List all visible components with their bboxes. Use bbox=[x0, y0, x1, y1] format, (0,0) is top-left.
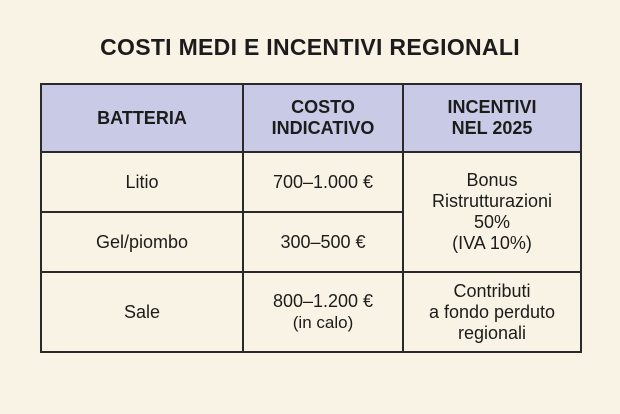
incentive-contributions-line1: Contributi bbox=[453, 280, 531, 301]
header-cost bbox=[243, 84, 403, 152]
incentive-contributions-line3: regionali bbox=[457, 322, 527, 343]
incentive-contributions-cell bbox=[403, 272, 581, 352]
cost-value: 800–1.200 € bbox=[272, 291, 374, 311]
page-title: COSTI MEDI E INCENTIVI REGIONALI bbox=[100, 34, 520, 60]
header-incentives-line2: NEL 2025 bbox=[451, 118, 533, 138]
table-row bbox=[41, 152, 581, 212]
cost-cell bbox=[243, 272, 403, 352]
incentive-bonus-line2: Ristrutturazioni bbox=[431, 191, 553, 211]
header-incentives bbox=[403, 84, 581, 152]
cost-cell: 700–1.000 € bbox=[243, 152, 403, 212]
cost-incentives-table bbox=[40, 83, 582, 353]
header-incentives-line1: INCENTIVI bbox=[447, 97, 537, 117]
header-battery-label: BATTERIA bbox=[97, 107, 187, 128]
battery-cell: Gel/piombo bbox=[41, 212, 243, 272]
table-row bbox=[41, 272, 581, 352]
incentive-contributions-line2: a fondo perduto bbox=[428, 301, 556, 322]
battery-cell: Litio bbox=[41, 152, 243, 212]
header-cost-line1: COSTO bbox=[291, 97, 355, 117]
cost-note: (in calo) bbox=[292, 313, 354, 332]
battery-cell: Sale bbox=[41, 272, 243, 352]
incentive-bonus-cell bbox=[403, 152, 581, 272]
header-cost-line2: INDICATIVO bbox=[271, 118, 375, 138]
incentive-bonus-line4: (IVA 10%) bbox=[452, 233, 532, 253]
cost-cell: 300–500 € bbox=[243, 212, 403, 272]
incentive-bonus-line1: Bonus bbox=[466, 170, 518, 190]
incentive-bonus-line3: 50% bbox=[473, 212, 511, 232]
header-battery bbox=[41, 84, 243, 152]
table-header-row bbox=[41, 84, 581, 152]
